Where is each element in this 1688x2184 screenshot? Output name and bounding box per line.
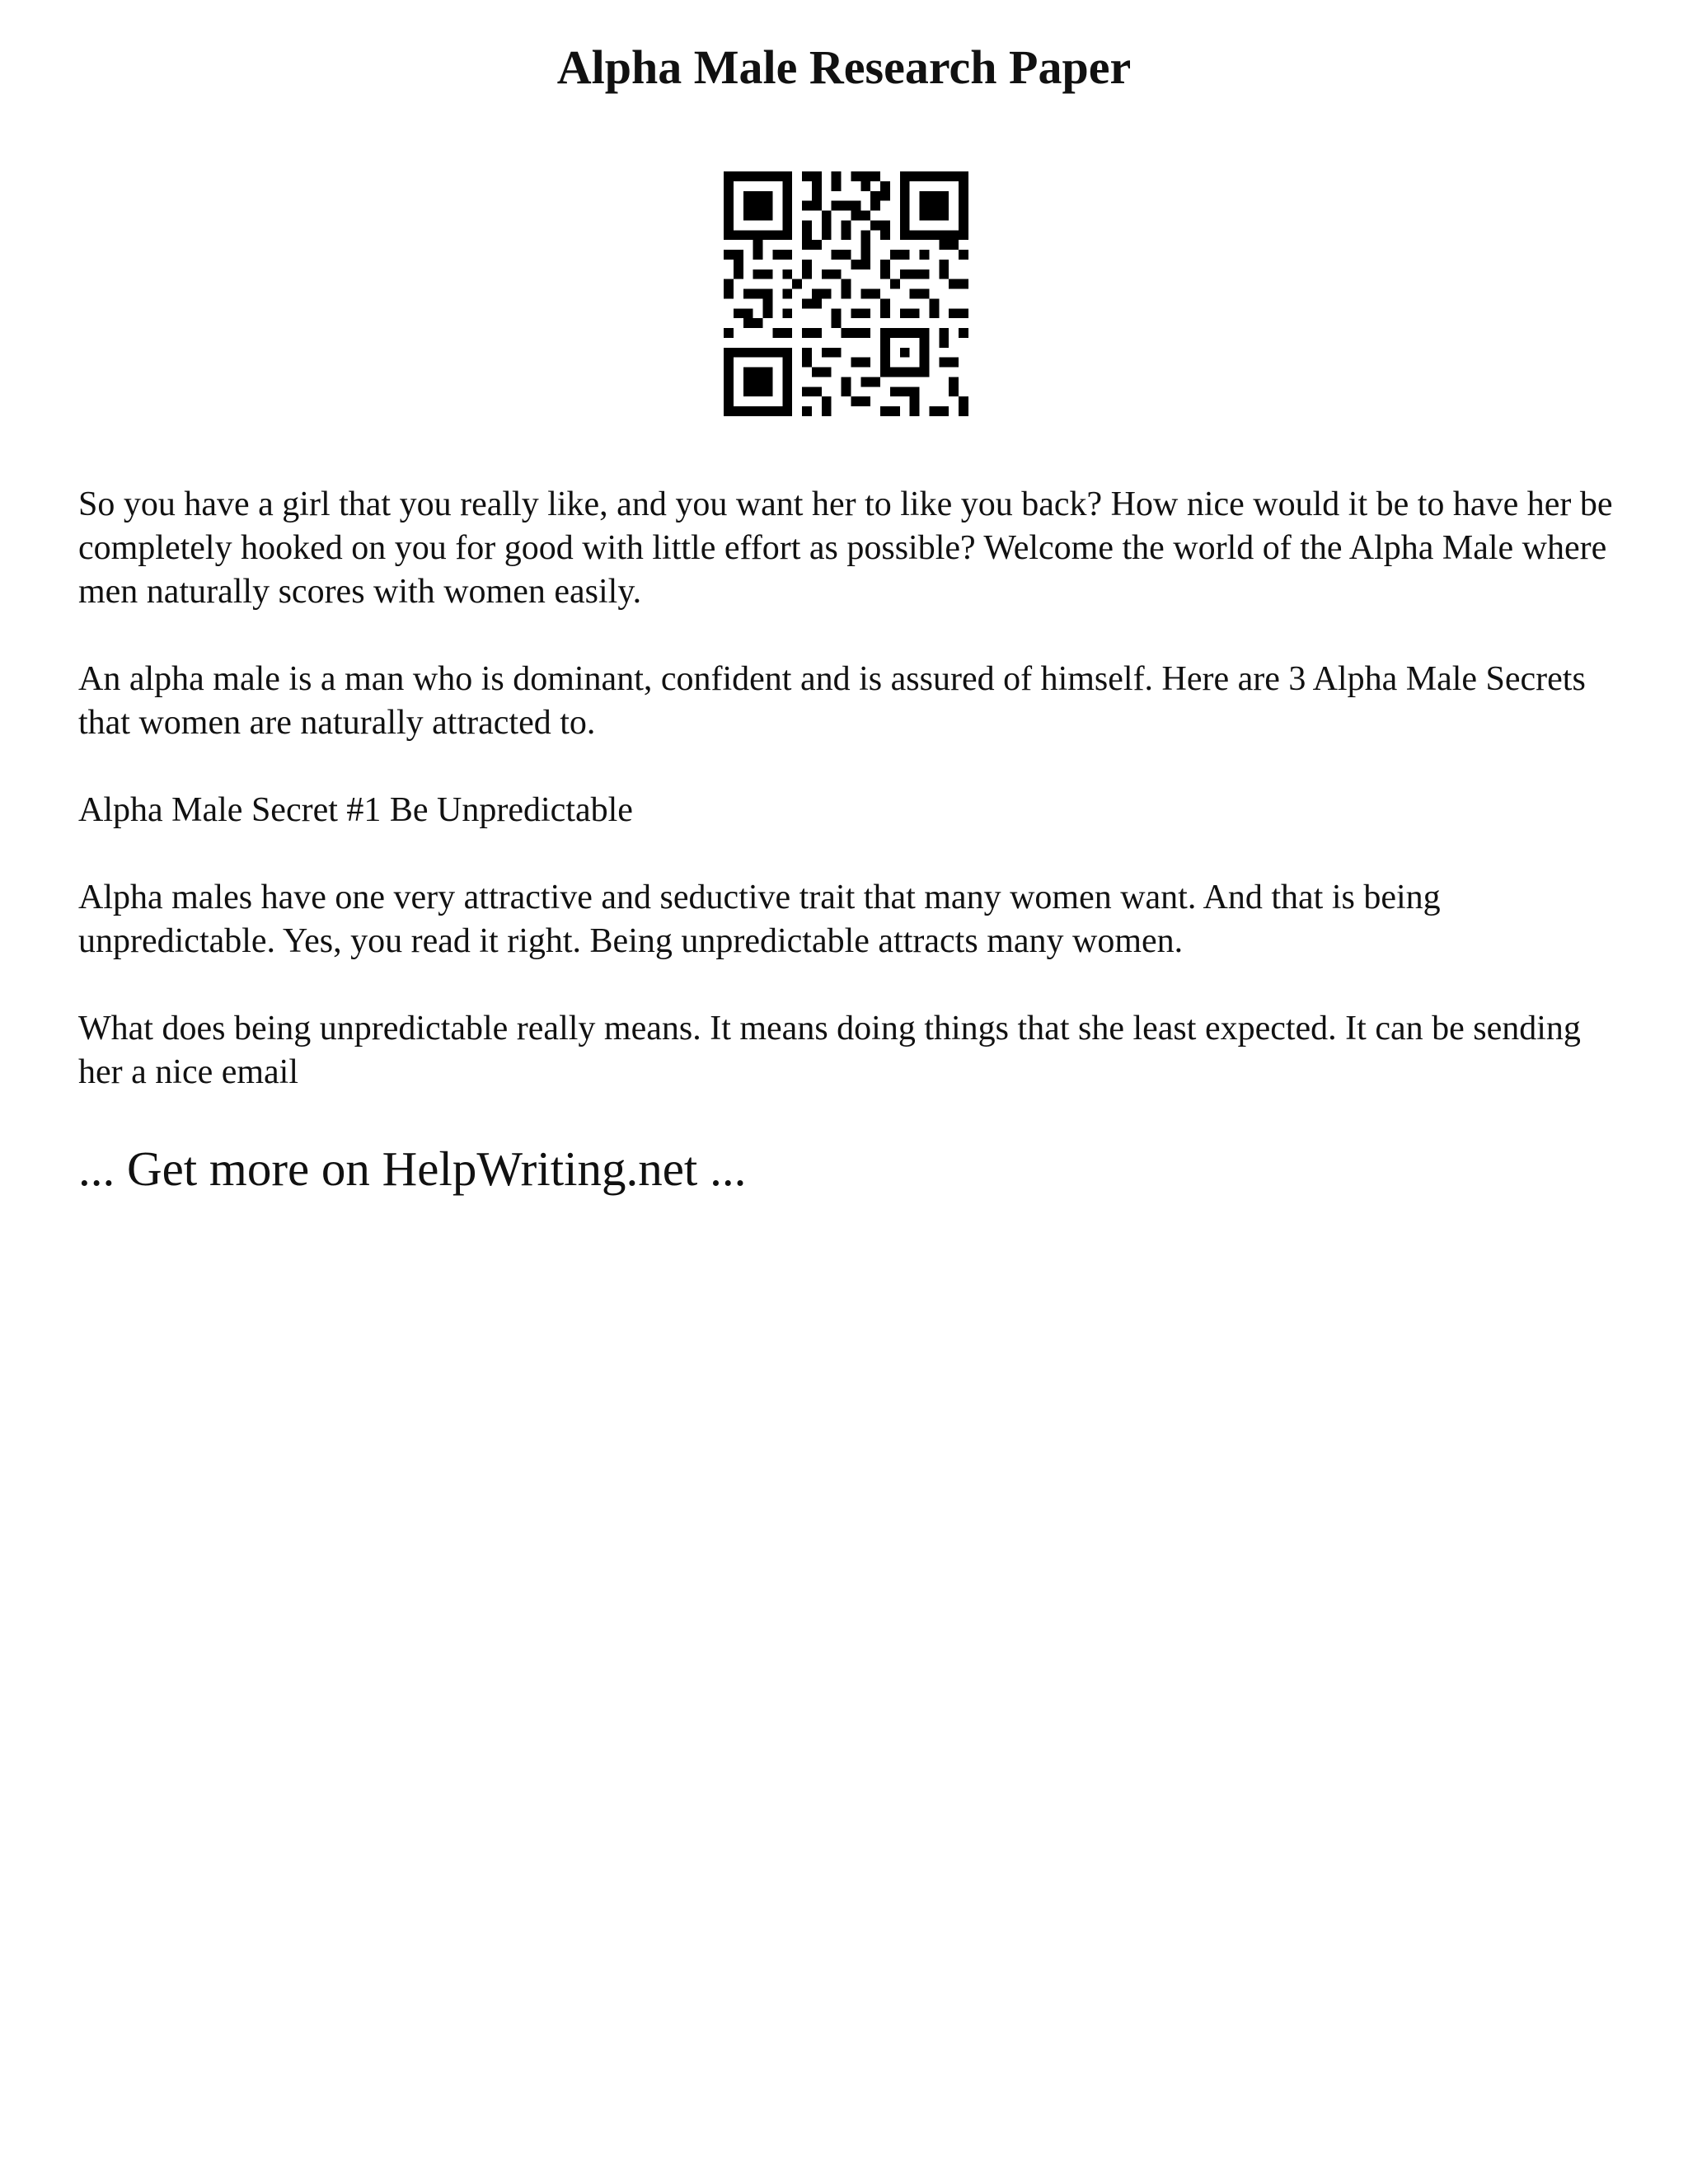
paragraph-meaning: What does being unpredictable really means. It means doing things that she least expected. It can be sending her a nice email [78,1010,1581,1091]
qr-code [724,171,968,416]
paragraph-unpredictable: Alpha males have one very attractive and seductive trait that many women want. And that is being unpredictable. Yes, you read it right. Being unpredictable attracts many women. [78,879,1441,960]
paragraph-definition: An alpha male is a man who is dominant, confident and is assured of himself. Here are 3 Alpha Male Secrets that women are naturally attracted to. [78,660,1586,742]
document-title: Alpha Male Research Paper [556,40,1132,94]
section-heading-secret-1: Alpha Male Secret #1 Be Unpredictable [78,791,633,829]
paragraph-intro: So you have a girl that you really like, and you want her to like you back? How nice would it be to have her be completely hooked on you for good with little effort as possible? Welcome the world of the Alpha Male where men naturally scores with women easily. [78,485,1613,611]
document-body [78,483,1628,1138]
qr-code-icon [724,171,968,416]
get-more-link[interactable]: ... Get more on HelpWriting.net ... [78,1141,747,1196]
